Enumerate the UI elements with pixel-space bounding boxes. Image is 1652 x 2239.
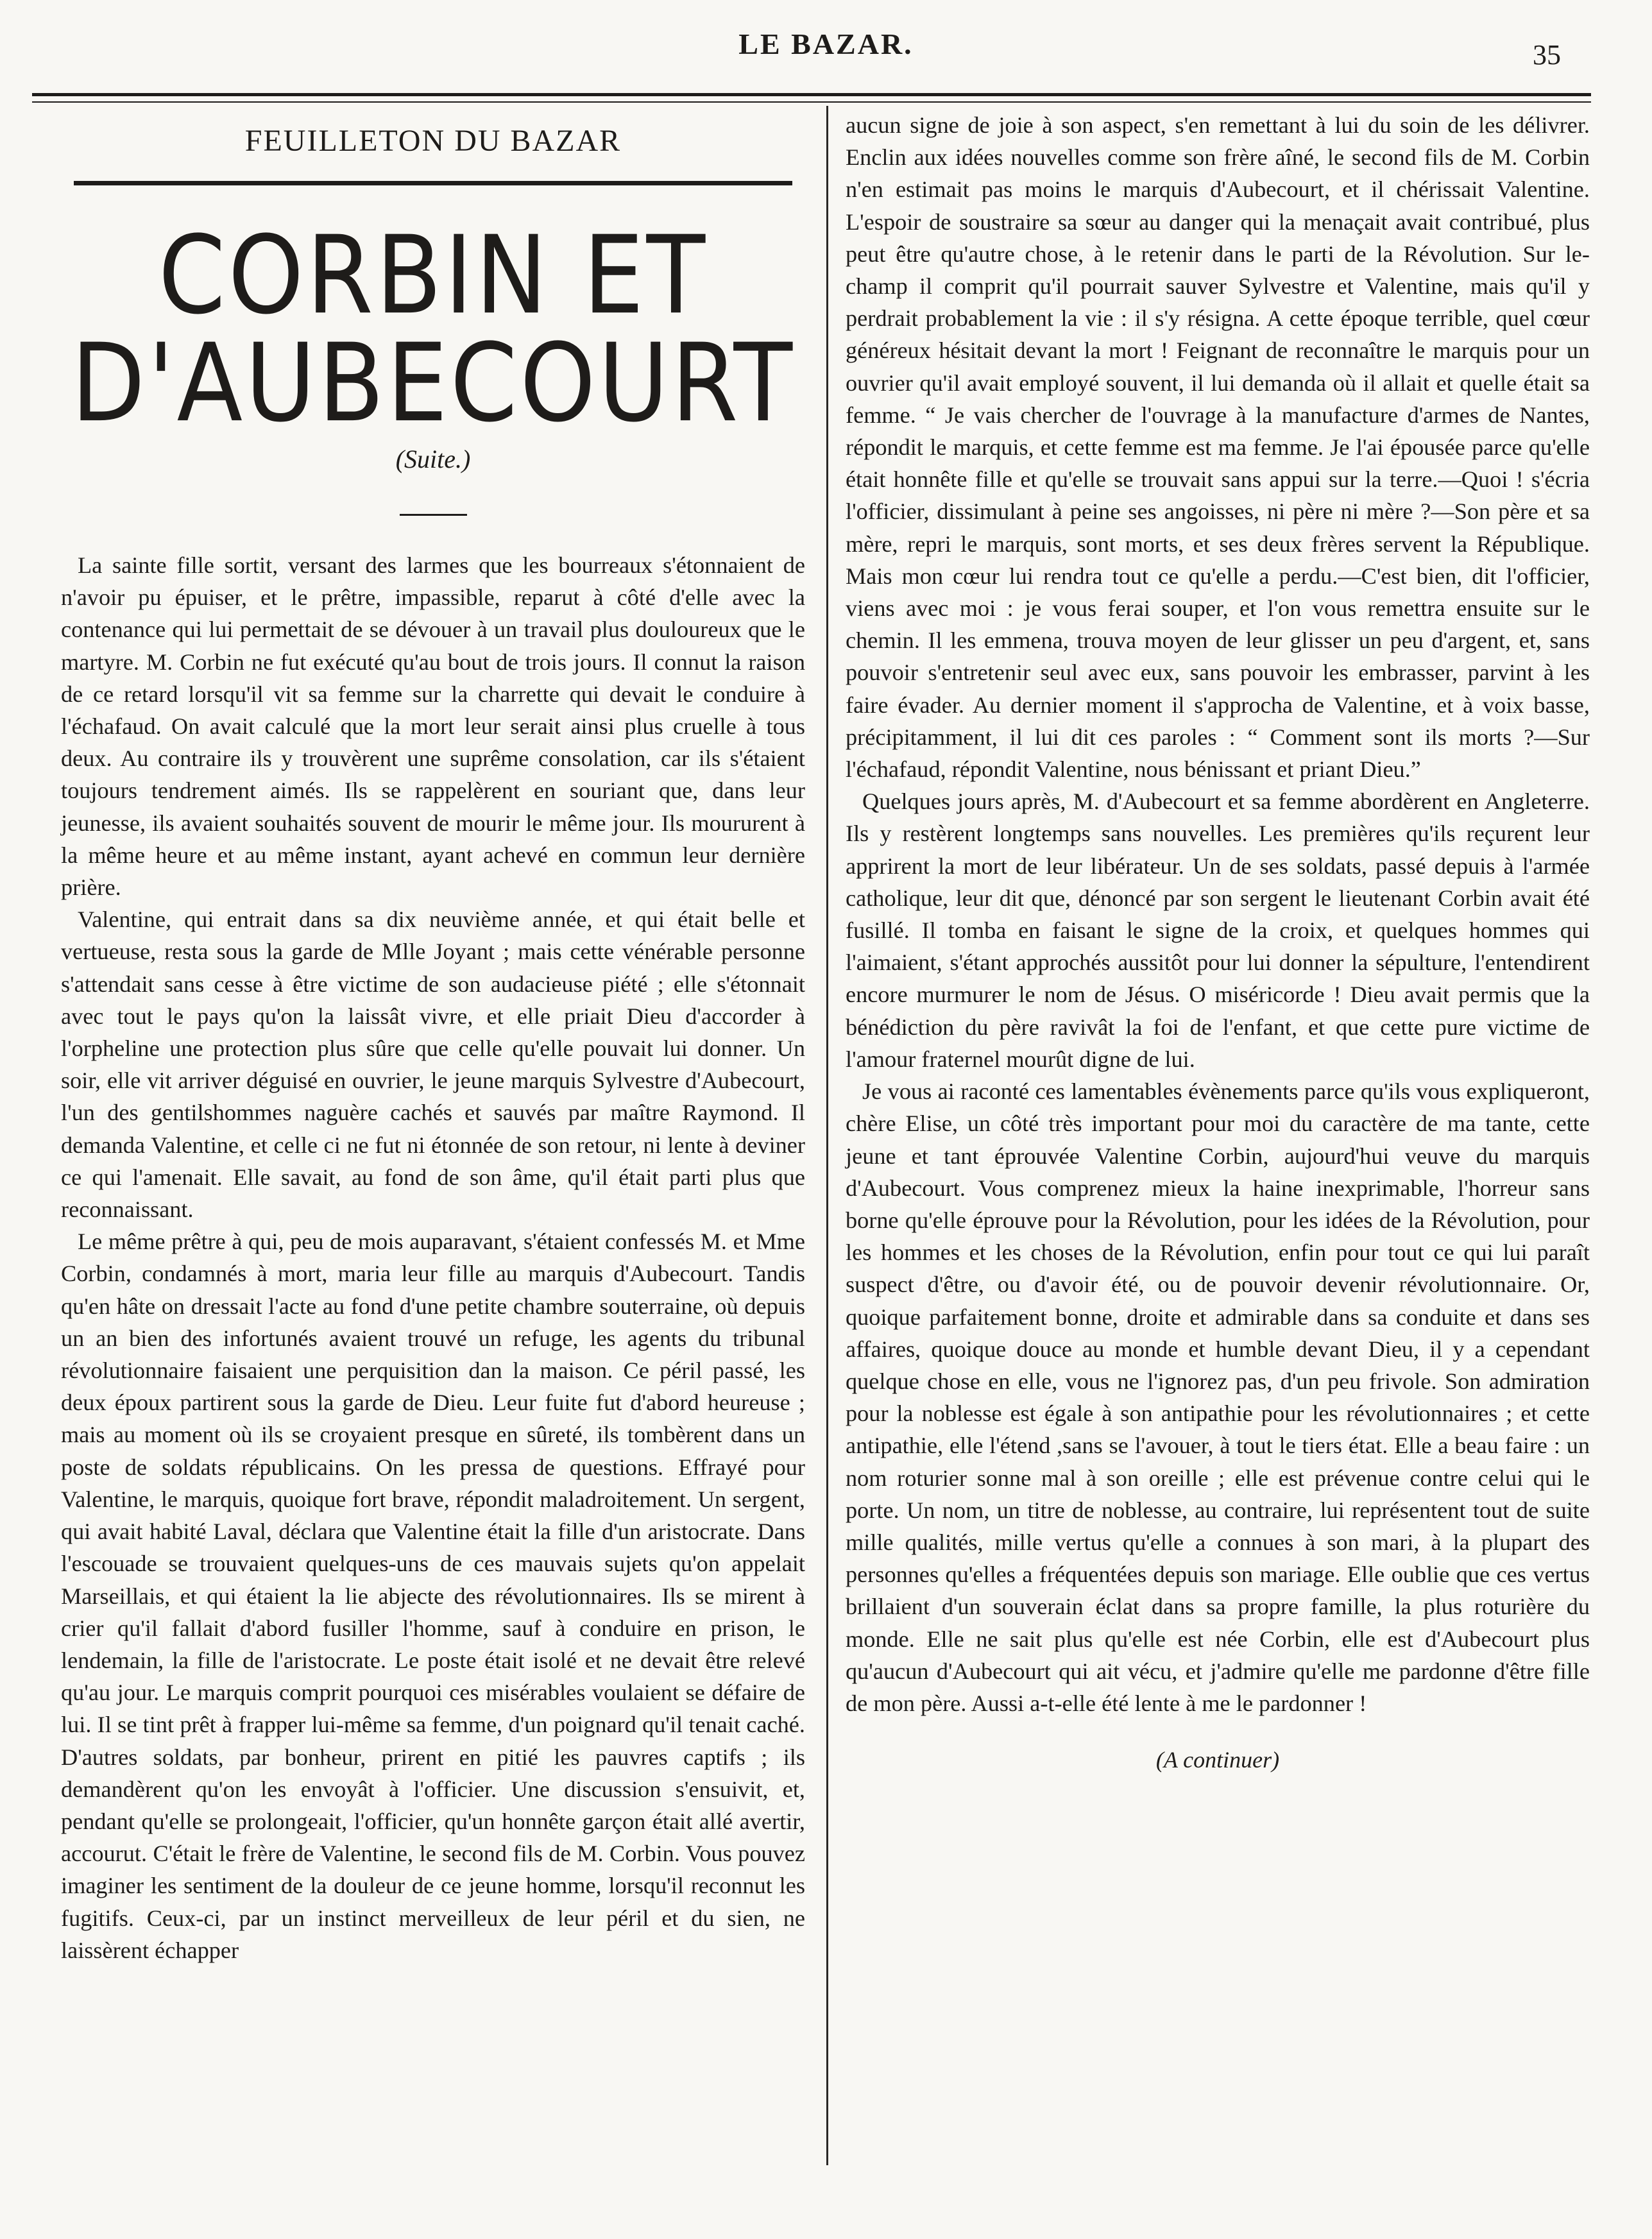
- newspaper-title: LE BAZAR.: [738, 28, 914, 60]
- story-title: CORBIN ET D'AUBECOURT: [71, 213, 796, 447]
- title-divider: [400, 514, 467, 516]
- left-column-text: [61, 549, 805, 1966]
- paragraph: Valentine, qui entrait dans sa dix neuvième année, et qui était belle et vertueuse, resta sous la garde de Mlle Joyant ; mais cette vénérable personne s'attendait sans cesse à être victime de son audacieuse piété ; elle s'étonnait avec tout le pays qu'on la laissât vivre, et elle priait Dieu d'accorder à l'orpheline une protection plus sûre que celle qu'elle pouvait lui donner. Un soir, elle vit arriver déguisé en ouvrier, le jeune marquis Sylvestre d'Aubecourt, l'un des gentilshommes naguère cachés et sauvés par maître Raymond. Il demanda Valentine, et celle ci ne fut ni étonnée de son retour, ni lente à deviner ce qui l'amenait. Elle savait, au fond de son âme, qu'il était parti plus que reconnaissant.: [61, 907, 805, 1223]
- header-rule: [32, 93, 1591, 96]
- page-number: 35: [1533, 39, 1561, 71]
- right-column-text: [846, 109, 1590, 1719]
- paragraph: Le même prêtre à qui, peu de mois auparavant, s'étaient confessés M. et Mme Corbin, condamnés à mort, maria leur fille au marquis d'Aubecourt. Tandis qu'en hâte on dressait l'acte au fond d'une petite chambre souterraine, où depuis un an bien des infortunés avaient trouvé un refuge, les agents du tribunal révolutionnaire faisaient une perquisition dan la maison. Ce péril passé, les deux époux partirent sous la garde de Dieu. Leur fuite fut d'abord heureuse ; mais au moment où ils se croyaient presque en sûreté, ils tombèrent dans un poste de soldats républicains. On les pressa de questions. Effrayé pour Valentine, le marquis, quoique fort brave, répondit maladroitement. Un sergent, qui avait habité Laval, déclara que Valentine était la fille d'un aristocrate. Dans l'escouade se trouvaient quelques-uns de ces mauvais sujets qu'on appelait Marseillais, et qui étaient la lie abjecte des révolutionnaires. Ils se mirent à crier qu'il fallait d'abord fusiller l'homme, sauf à conduire en prison, le lendemain, la fille de l'aristocrate. Le poste était isolé et ne devait être relevé qu'au jour. Le marquis comprit pourquoi ces misérables voulaient se défaire de lui. Il se tint prêt à frapper lui-même sa femme, d'un poignard qu'il tenait caché. D'autres soldats, par bonheur, prirent en pitié les pauvres captifs ; ils demandèrent qu'on les envoyât à l'officier. Une discussion s'ensuivit, et, pendant qu'elle se prolongeait, l'officier, qu'un honnête garçon était allé avertir, accourut. C'était le frère de Valentine, le second fils de M. Corbin. Vous pouvez imaginer les sentiment de la douleur de ce jeune homme, lorsqu'il reconnut les fugitifs. Ceux-ci, par un instinct merveilleux de leur péril et du sien, ne laissèrent échapper: [61, 1229, 805, 1963]
- story-subtitle: (Suite.): [395, 445, 471, 473]
- continuation-note: (A continuer): [1155, 1747, 1280, 1773]
- paragraph: Je vous ai raconté ces lamentables évènements parce qu'ils vous expliqueront, chère Elise, un côté très important pour moi du caractère de ma tante, cette jeune et tant éprouvée Valentine Corbin, aujourd'hui veuve du marquis d'Aubecourt. Vous comprenez mieux la haine inexprimable, l'horreur sans borne qu'elle éprouve pour la Révolution, pour les idées de la Révolution, pour les hommes et les choses de la Révolution, enfin pour tout ce qui lui paraît suspect d'être, ou d'avoir été, ou de pouvoir devenir révolutionnaire. Or, quoique parfaitement bonne, droite et admirable dans sa conduite et dans ses affaires, quoique douce au monde et humble devant Dieu, il y a cependant quelque chose en elle, vous ne l'ignorez pas, d'un peu frivole. Son admiration pour la noblesse est égale à son antipathie pour les révolutionnaires ; et cette antipathie, elle l'étend ,sans se l'avouer, à tout le tiers état. Elle a beau faire : un nom roturier sonne mal à son oreille ; elle est prévenue contre celui qui le porte. Un nom, un titre de noblesse, au contraire, lui représentent tout de suite mille qualités, mille vertus qu'elle a connues à son mari, à la plupart des personnes qu'elles a fréquentées depuis son mariage. Elle oublie que ces vertus brillaient d'un souverain éclat dans sa propre famille, la plus roturière du monde. Elle ne sait plus qu'elle est née Corbin, elle est d'Aubecourt plus qu'aucun d'Aubecourt qui ait vécu, et j'admire qu'elle me pardonne d'être fille de mon père. Aussi a-t-elle été lente à me le pardonner !: [846, 1078, 1590, 1716]
- header-rule-thin: [32, 101, 1591, 103]
- column-separator: [826, 106, 828, 2165]
- paragraph: La sainte fille sortit, versant des larmes que les bourreaux s'étonnaient de n'avoir pu épuiser, et le prêtre, impassible, reparut à côté d'elle avec la contenance qui lui permettait de se dévouer à un travail plus douloureux que le martyre. M. Corbin ne fut exécuté qu'au bout de trois jours. Il connut la raison de ce retard lorsqu'il vit sa femme sur la charrette qui devait le conduire à l'échafaud. On avait calculé que la mort leur serait ainsi plus cruelle à tous deux. Au contraire ils y trouvèrent une suprême consolation, car ils s'étaient toujours tendrement aimés. Ils se rappelèrent en souriant que, dans leur jeunesse, ils avaient souhaités souvent de mourir le même jour. Ils moururent à la même heure et au même instant, ayant achevé en commun leur dernière prière.: [61, 552, 805, 901]
- left-column: [61, 109, 805, 1966]
- section-heading: FEUILLETON DU BAZAR: [244, 124, 622, 158]
- right-column: [846, 109, 1590, 1773]
- paragraph: Quelques jours après, M. d'Aubecourt et sa femme abordèrent en Angleterre. Ils y restèrent longtemps sans nouvelles. Les premières qu'ils reçurent leur apprirent la mort de leur libérateur. Un de ses soldats, passé depuis à l'armée catholique, leur dit que, dénoncé par son sergent le lieutenant Corbin avait été fusillé. Il tomba en faisant le signe de la croix, et quelques hommes qui l'aimaient, s'étant approchés aussitôt pour lui donner la sépulture, l'entendirent encore murmurer le nom de Jésus. O miséricorde ! Dieu avait permis que la bénédiction du père ravivât la foi de l'enfant, et que cette pure victime de l'amour fraternel mourût digne de lui.: [846, 788, 1590, 1072]
- section-rule: [74, 181, 792, 185]
- paragraph: aucun signe de joie à son aspect, s'en remettant à lui du soin de les délivrer. Enclin aux idées nouvelles comme son frère aîné, le second fils de M. Corbin n'en estimait pas moins le marquis d'Aubecourt, et il chérissait Valentine. L'espoir de soustraire sa sœur au danger qui la menaçait avait contribué, plus peut être qu'autre chose, à le retenir dans le parti de la Révolution. Sur le-champ il comprit qu'il pourrait sauver Sylvestre et Valentine, mais qu'il y perdrait probablement la vie : il s'y résigna. A cette époque terrible, quel cœur généreux hésitait devant la mort ! Feignant de reconnaître le marquis pour un ouvrier qu'il avait employé souvent, il lui demanda où il allait et quelle était sa femme. “ Je vais chercher de l'ouvrage à la manufacture d'armes de Nantes, répondit le marquis, et cette femme est ma femme. Je l'ai épousée parce qu'elle était honnête fille et qu'elle se trouvait sans appui sur la terre.—Quoi ! s'écria l'officier, dissimulant à peine ses angoisses, ni père ni mère ?—Son père et sa mère, repri le marquis, sont morts, et ses deux frères servent la République. Mais mon cœur lui rendra tout ce qu'elle a perdu.—C'est bien, dit l'officier, viens avec moi : je vous ferai souper, et l'on vous remettra ensuite sur le chemin. Il les emmena, trouva moyen de leur glisser un peu d'argent, et, sans pouvoir s'entretenir seul avec eux, sans pouvoir les embrasser, parvint à les faire évader. Au dernier moment il s'approcha de Valentine, et à voix basse, précipitamment, il lui dit ces paroles : “ Comment sont ils morts ?—Sur l'échafaud, répondit Valentine, nous bénissant et priant Dieu.”: [846, 112, 1590, 783]
